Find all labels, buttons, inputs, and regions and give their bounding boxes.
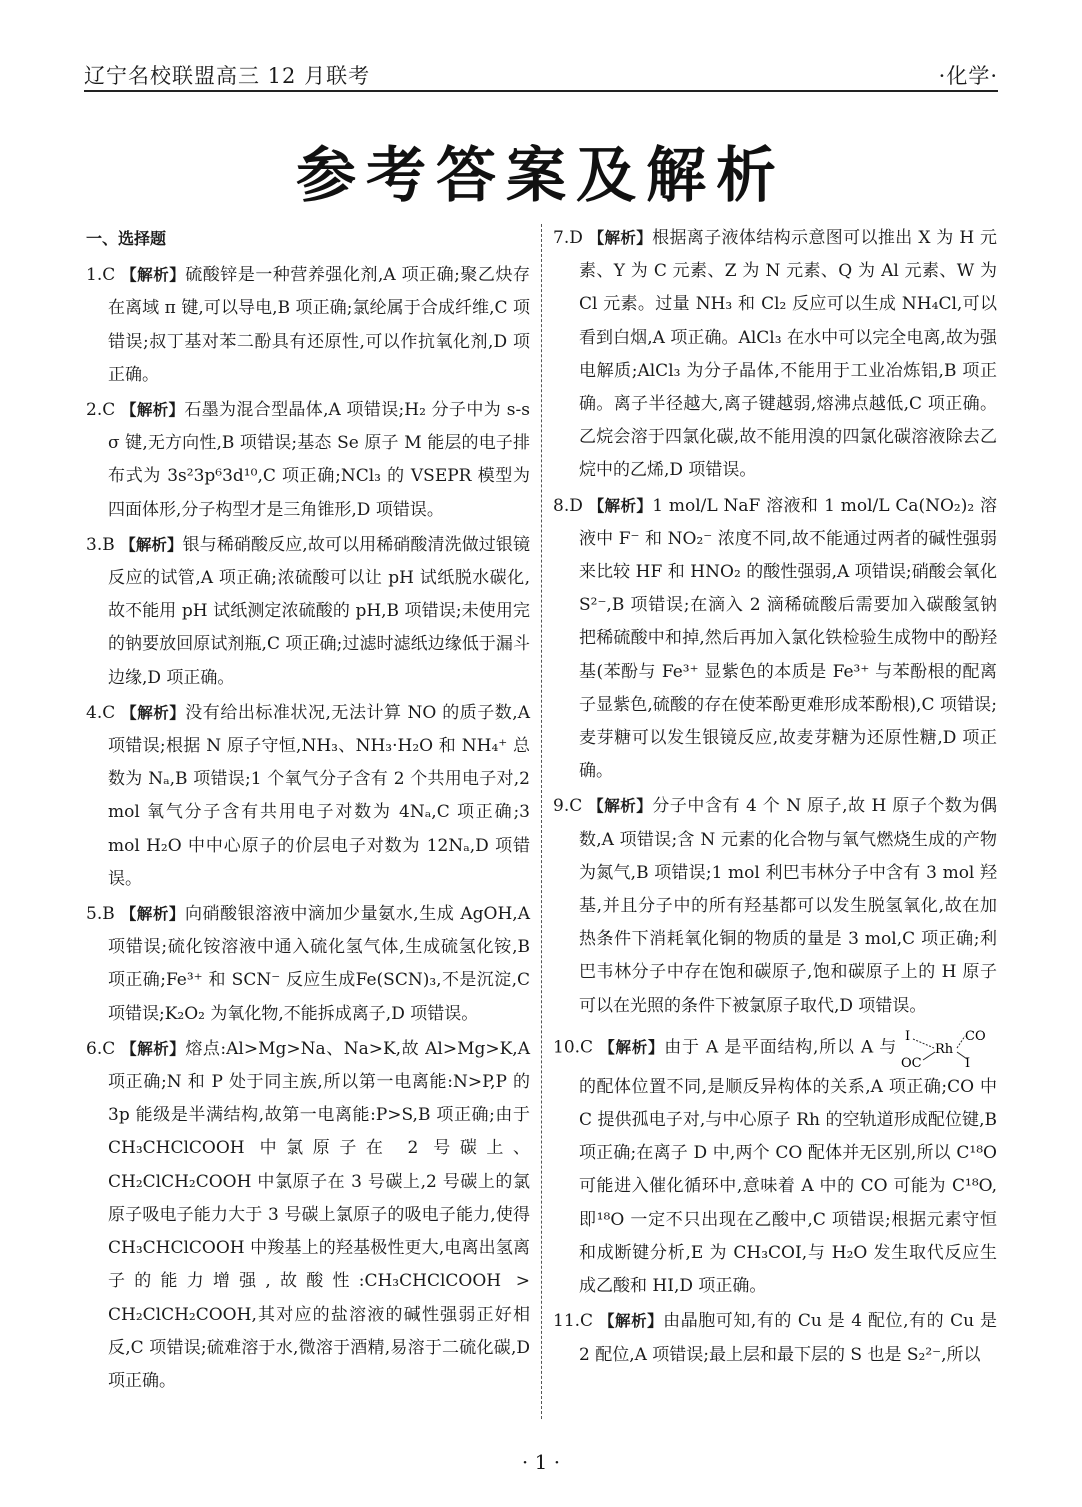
analysis-tag: 【解析】 bbox=[599, 1038, 665, 1057]
analysis-tag: 【解析】 bbox=[599, 1312, 664, 1331]
answer-item bbox=[86, 394, 530, 527]
answer-text: 银与稀硝酸反应,故可以用稀硝酸清洗做过银镜反应的试管,A 项正确;浓硫酸可以让 pH 试纸脱水碳化,故不能用 pH 试纸测定浓硫酸的 pH,B 项错误;未使用完的钠要放回原试剂瓶,C 项正确;过滤时滤纸边缘低于漏斗边缘,D 项正确。 bbox=[108, 534, 530, 688]
analysis-tag: 【解析】 bbox=[588, 496, 653, 515]
answer-text: 根据离子液体结构示意图可以推出 X 为 H 元素、Y 为 C 元素、Z 为 N 元素、Q 为 Al 元素、W 为 Cl 元素。过量 NH₃ 和 Cl₂ 反应可以生成 NH₄Cl,可以看到白烟,A 项正确。AlCl₃ 在水中可以完全电离,故为强电解质;AlCl₃ 为分子晶体,不能用于工业冶炼铝,B 项正确。离子半径越大,离子键越弱,熔沸点越低,C 项正确。乙烷会溶于四氯化碳,故不能用溴的四氯化碳溶液除去乙烷中的乙烯,D 项错误。 bbox=[579, 228, 997, 481]
page-number: · 1 · bbox=[521, 1450, 561, 1474]
answer-item bbox=[86, 529, 530, 695]
ligand-i-bottom: I bbox=[965, 1055, 971, 1071]
analysis-tag: 【解析】 bbox=[120, 535, 183, 554]
answer-text: 熔点:Al>Mg>Na、Na>K,故 Al>Mg>K,A 项正确;N 和 P 处于同主族,所以第一电离能:N>P,P 的 3p 能级是半满结构,故第一电离能:P>S,B 项正确;由于 CH₃CHClCOOH 中氯原子在 2 号碳上、CH₂ClCH₂COOH 中氯原子在 3 号碳上,2 号碳上的氯原子吸电子能力大于 3 号碳上氯原子的吸电子能力,使得 CH₃CHClCOOH 中羧基上的羟基极性更大,电离出氢离子的能力增强,故酸性:CH₃CHClCOOH > CH₂ClCH₂COOH,其对应的盐溶液的碱性强弱正好相反,C 项错误;硫难溶于水,微溶于酒精,易溶于二硫化碳,D 项正确。 bbox=[108, 1038, 530, 1391]
section-title: 一、选择题 bbox=[86, 229, 167, 248]
answer-text: 由晶胞可知,有的 Cu 是 4 配位,有的 Cu 是 2 配位,A 项错误;最上层和最下层的 S 也是 S₂²⁻,所以 bbox=[579, 1311, 997, 1365]
answer-item bbox=[86, 697, 530, 896]
ligand-oc-bottom: OC bbox=[901, 1055, 922, 1071]
rhodium-complex-structure bbox=[901, 1025, 993, 1071]
answer-text: 硫酸锌是一种营养强化剂,A 项正确;聚乙炔存在离域 π 键,可以导电,B 项正确;氯纶属于合成纤维,C 项错误;叔丁基对苯二酚具有还原性,可以作抗氧化剂,D 项正确。 bbox=[108, 265, 530, 385]
answer-number: 7.D bbox=[553, 228, 589, 248]
analysis-tag: 【解析】 bbox=[588, 229, 653, 247]
answer-item bbox=[553, 490, 997, 789]
analysis-tag: 【解析】 bbox=[120, 401, 185, 420]
answer-number: 10.C bbox=[553, 1037, 600, 1058]
answer-item bbox=[553, 790, 997, 1022]
metal-rh: Rh bbox=[935, 1041, 954, 1057]
answer-number: 9.C bbox=[553, 796, 589, 817]
left-column bbox=[86, 222, 530, 1400]
answer-number: 6.C bbox=[86, 1038, 122, 1059]
column-divider bbox=[541, 224, 542, 1419]
analysis-tag: 【解析】 bbox=[121, 1039, 186, 1058]
answer-text: 石墨为混合型晶体,A 项错误;H₂ 分子中为 s-s σ 键,无方向性,B 项错误;基态 Se 原子 M 能层的电子排布式为 3s²3p⁶3d¹⁰,C 项正确;NCl₃ 的 VSEPR 模型为四面体形,分子构型才是三角锥形,D 项错误。 bbox=[108, 400, 530, 520]
answer-item bbox=[553, 1025, 997, 1303]
answer-text: 的配体位置不同,是顺反异构体的关系,A 项正确;CO 中 C 提供孤电子对,与中心原子 Rh 的空轨道形成配位键,B 项正确;在离子 D 中,两个 CO 配体并无区别,所以 C¹⁸O 可能进入催化循环中,意味着 A 中的 CO 可能为 C¹⁸O,即¹⁸O 一定不只出现在乙酸中,C 项错误;根据元素守恒和成断键分析,E 为 CH₃COI,与 H₂O 发生取代反应生成乙酸和 HI,D 项正确。 bbox=[579, 1076, 997, 1297]
answer-text: 没有给出标准状况,无法计算 NO 的质子数,A 项错误;根据 N 原子守恒,NH₃、NH₃·H₂O 和 NH₄⁺ 总数为 Nₐ,B 项错误;1 个氧气分子含有 2 个共用电子对,2 mol 氧气分子含有共用电子对数为 4Nₐ,C 项正确;3 mol H₂O 中中心原子的价层电子对数为 12Nₐ,D 项错误。 bbox=[108, 702, 530, 889]
answer-text: 1 mol/L NaF 溶液和 1 mol/L Ca(NO₂)₂ 溶液中 F⁻ 和 NO₂⁻ 浓度不同,故不能通过两者的碱性强弱来比较 HF 和 HNO₂ 的酸性强弱,A 项错误;硝酸会氧化 S²⁻,B 项错误;在滴入 2 滴稀硫酸后需要加入碳酸氢钠把稀硫酸中和掉,然后再加入氯化铁检验生成物中的酚羟基(苯酚与 Fe³⁺ 显紫色的本质是 Fe³⁺ 与苯酚根的配离子显紫色,硫酸的存在使苯酚更难形成苯酚根),C 项错误;麦芽糖可以发生银镜反应,故麦芽糖为还原性糖,D 项正确。 bbox=[579, 495, 997, 782]
ligand-i-top: I bbox=[905, 1028, 911, 1044]
right-column bbox=[553, 222, 997, 1374]
analysis-tag: 【解析】 bbox=[121, 703, 186, 722]
analysis-tag: 【解析】 bbox=[121, 266, 186, 285]
answer-text: 由于 A 是平面结构,所以 A 与 bbox=[664, 1037, 897, 1058]
ligand-co-top: CO bbox=[965, 1028, 986, 1044]
answer-number: 11.C bbox=[553, 1311, 599, 1332]
answer-item bbox=[86, 1033, 530, 1398]
answer-number: 3.B bbox=[86, 534, 121, 555]
answer-item bbox=[553, 222, 997, 488]
answer-text: 向硝酸银溶液中滴加少量氨水,生成 AgOH,A 项错误;硫化铵溶液中通入硫化氢气体,生成硫氢化铵,B 项正确;Fe³⁺ 和 SCN⁻ 反应生成Fe(SCN)₃,不是沉淀,C 项错误;K₂O₂ 为氧化物,不能拆成离子,D 项错误。 bbox=[108, 904, 530, 1024]
analysis-tag: 【解析】 bbox=[588, 797, 653, 816]
answer-item bbox=[86, 898, 530, 1031]
exam-name: 辽宁名校联盟高三 12 月联考 bbox=[84, 64, 371, 88]
page-header bbox=[84, 58, 998, 92]
answer-number: 5.B bbox=[86, 904, 121, 925]
answer-number: 2.C bbox=[86, 400, 121, 421]
analysis-tag: 【解析】 bbox=[120, 905, 185, 924]
answer-number: 8.D bbox=[553, 495, 589, 516]
answer-item bbox=[86, 259, 530, 392]
page-title: 参考答案及解析 bbox=[296, 141, 786, 211]
subject-label: ·化学· bbox=[938, 64, 998, 88]
answer-number: 1.C bbox=[86, 265, 122, 286]
answer-item bbox=[553, 1305, 997, 1371]
answer-number: 4.C bbox=[86, 702, 122, 723]
answer-text: 分子中含有 4 个 N 原子,故 H 原子个数为偶数,A 项错误;含 N 元素的化合物与氧气燃烧生成的产物为氮气,B 项错误;1 mol 利巴韦林分子中含有 3 mol 羟基,并且分子中的所有羟基都可以发生脱氢氧化,故在加热条件下消耗氧化铜的物质的量是 3 mol,C 项正确;利巴韦林分子中存在饱和碳原子,饱和碳原子上的 H 原子可以在光照的条件下被氯原子取代,D 项错误。 bbox=[579, 796, 997, 1016]
